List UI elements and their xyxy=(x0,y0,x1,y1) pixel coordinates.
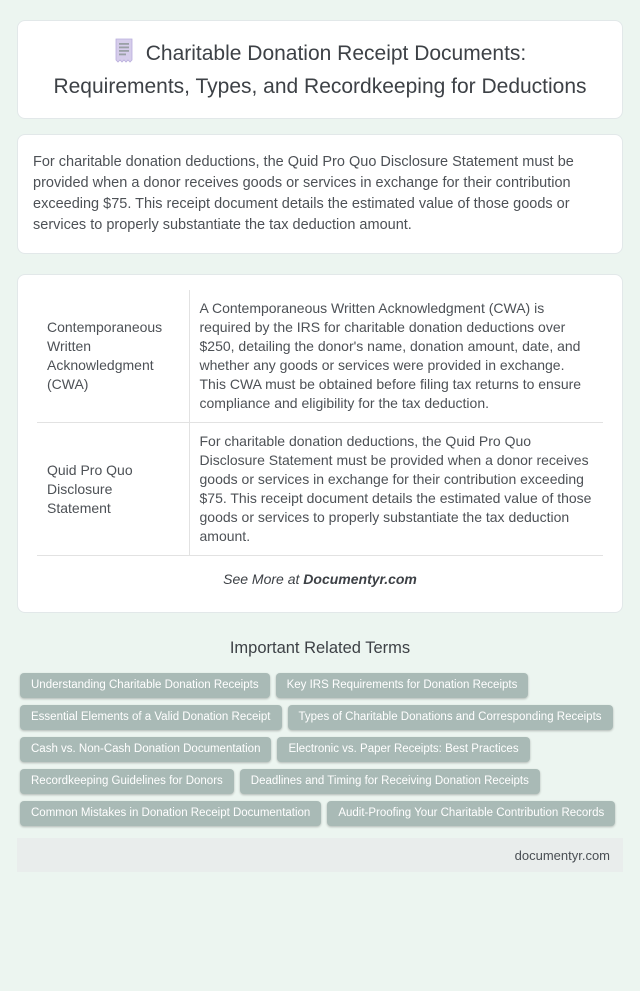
description-cell: For charitable donation deductions, the Quid Pro Quo Disclosure Statement must be provided when a donor receives goods or services in exchange for their contribution exceeding $75. This receipt document details the estimated value of those goods or services to properly substantiate the tax deduction amount. xyxy=(189,423,603,556)
summary-card xyxy=(17,134,623,254)
tag-common-mistakes[interactable]: Common Mistakes in Donation Receipt Documentation xyxy=(20,801,321,826)
tag-understanding-charitable-donation-receipts[interactable]: Understanding Charitable Donation Receipts xyxy=(20,673,270,698)
see-more-prefix: See More at xyxy=(223,571,304,587)
summary-text: For charitable donation deductions, the Quid Pro Quo Disclosure Statement must be provided when a donor receives goods or services in exchange for their contribution exceeding $75. This receipt document details the estimated value of those goods or services to properly substantiate the tax deduction amount. xyxy=(33,154,574,233)
receipt-icon xyxy=(114,38,134,72)
page-title-text: Charitable Donation Receipt Documents: Requirements, Types, and Recordkeeping for Deductions xyxy=(53,42,587,98)
related-terms-tags xyxy=(17,673,623,826)
footer-site-text: documentyr.com xyxy=(514,847,610,863)
related-terms-heading: Important Related Terms xyxy=(229,639,411,657)
page-title xyxy=(44,38,596,101)
tag-cash-vs-non-cash[interactable]: Cash vs. Non-Cash Donation Documentation xyxy=(20,737,271,762)
tag-audit-proofing[interactable]: Audit-Proofing Your Charitable Contribution Records xyxy=(327,801,615,826)
table-row xyxy=(37,423,603,556)
tag-deadlines-and-timing[interactable]: Deadlines and Timing for Receiving Donation Receipts xyxy=(240,769,540,794)
bottom-spacer xyxy=(0,872,640,903)
tag-essential-elements[interactable]: Essential Elements of a Valid Donation Receipt xyxy=(20,705,282,730)
table-row xyxy=(37,290,603,423)
tag-types-of-charitable-donations[interactable]: Types of Charitable Donations and Corresponding Receipts xyxy=(288,705,613,730)
term-cell: Contemporaneous Written Acknowledgment (CWA) xyxy=(37,290,189,423)
see-more-brand-link[interactable]: Documentyr.com xyxy=(303,571,417,587)
footer-bar xyxy=(17,838,623,872)
description-cell: A Contemporaneous Written Acknowledgment (CWA) is required by the IRS for charitable donation deductions over $250, detailing the donor's name, donation amount, date, and whether any goods or services were provided in exchange. This CWA must be obtained before filing tax returns to ensure compliance and eligibility for the tax deduction. xyxy=(189,290,603,423)
header-card xyxy=(17,20,623,119)
tag-recordkeeping-guidelines[interactable]: Recordkeeping Guidelines for Donors xyxy=(20,769,234,794)
see-more-line xyxy=(37,571,603,587)
tag-key-irs-requirements[interactable]: Key IRS Requirements for Donation Receipts xyxy=(276,673,529,698)
tag-electronic-vs-paper-receipts[interactable]: Electronic vs. Paper Receipts: Best Practices xyxy=(277,737,529,762)
glossary-card xyxy=(17,274,623,613)
term-cell: Quid Pro Quo Disclosure Statement xyxy=(37,423,189,556)
glossary-table xyxy=(37,290,603,556)
